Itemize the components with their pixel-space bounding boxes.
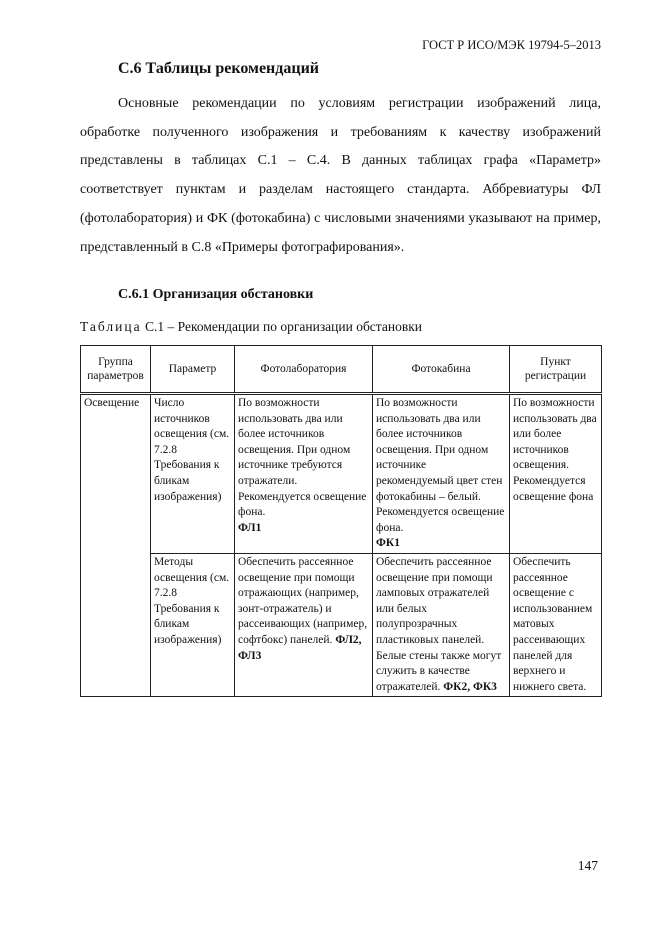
- booth-ref: ФК1: [376, 537, 400, 550]
- recommendations-table: [80, 345, 602, 697]
- point-cell: По возможности использовать два или более источников освещения. Рекомендуется освещение фона: [510, 394, 602, 554]
- param-cell: Число источников освещения (см. 7.2.8 Требования к бликам изображения): [151, 394, 235, 554]
- booth-text: По возможности использовать два или более источников освещения. При одном источнике рекомендуемый цвет стен фотокабины – белый. Рекомендуется освещение фона.: [376, 397, 505, 534]
- table-caption-text: С.1 – Рекомендации по организации обстановки: [141, 319, 422, 334]
- param-cell: Методы освещения (см. 7.2.8 Требования к бликам изображения): [151, 553, 235, 696]
- booth-text: Обеспечить рассеянное освещение при помощи ламповых отражателей или белых полупрозрачных пластиковых панелей. Белые стены также могут служить в качестве отражателей.: [376, 555, 502, 693]
- lab-cell: [235, 394, 373, 554]
- table-row: [81, 394, 602, 554]
- page-number: 147: [577, 858, 598, 873]
- point-cell: Обеспечить рассеянное освещение с использованием матовых рассеивающих панелей для верхнего и нижнего света.: [510, 553, 602, 696]
- table-header-row: [81, 346, 602, 394]
- header-param: Параметр: [151, 346, 235, 394]
- lab-ref: ФЛ1: [238, 521, 262, 534]
- subsection-title: С.6.1 Организация обстановки: [118, 287, 314, 302]
- intro-paragraph: Основные рекомендации по условиям регистрации изображений лица, обработке полученного изображения и требованиям к качеству изображений представлены в таблицах С.1 – С.4. В данных таблицах графа «Параметр» соответствует пунктам и разделам настоящего стандарта. Аббревиатуры ФЛ (фотолаборатория) и ФК (фотокабина) с числовыми значениями указывают на пример, представленный в С.8 «Примеры фотографирования».: [80, 96, 601, 255]
- table-caption-label: Таблица: [80, 319, 142, 334]
- lab-text: Обеспечить рассеянное освещение при помощи отражающих (например, зонт-отражатель) и рассеивающих (например, софтбокс) панелей.: [238, 555, 368, 646]
- header-booth: Фотокабина: [373, 346, 510, 394]
- group-cell: Освещение: [81, 394, 151, 697]
- lab-cell: [235, 553, 373, 696]
- header-group: Группа параметров: [81, 346, 151, 394]
- booth-cell: [373, 553, 510, 696]
- booth-cell: [373, 394, 510, 554]
- header-lab: Фотолаборатория: [235, 346, 373, 394]
- lab-text: По возможности использовать два или более источников освещения. При одном источнике требуются отражатели. Рекомендуется освещение фона.: [238, 397, 367, 519]
- header-point: Пункт регистрации: [510, 346, 602, 394]
- booth-ref: ФК2, ФК3: [443, 680, 497, 693]
- section-title: С.6 Таблицы рекомендаций: [118, 60, 320, 77]
- table-caption: [80, 319, 422, 335]
- document-header: ГОСТ Р ИСО/МЭК 19794-5–2013: [422, 38, 601, 52]
- lab-ref: ФЛ2, ФЛ3: [238, 633, 362, 662]
- table-row: [81, 553, 602, 696]
